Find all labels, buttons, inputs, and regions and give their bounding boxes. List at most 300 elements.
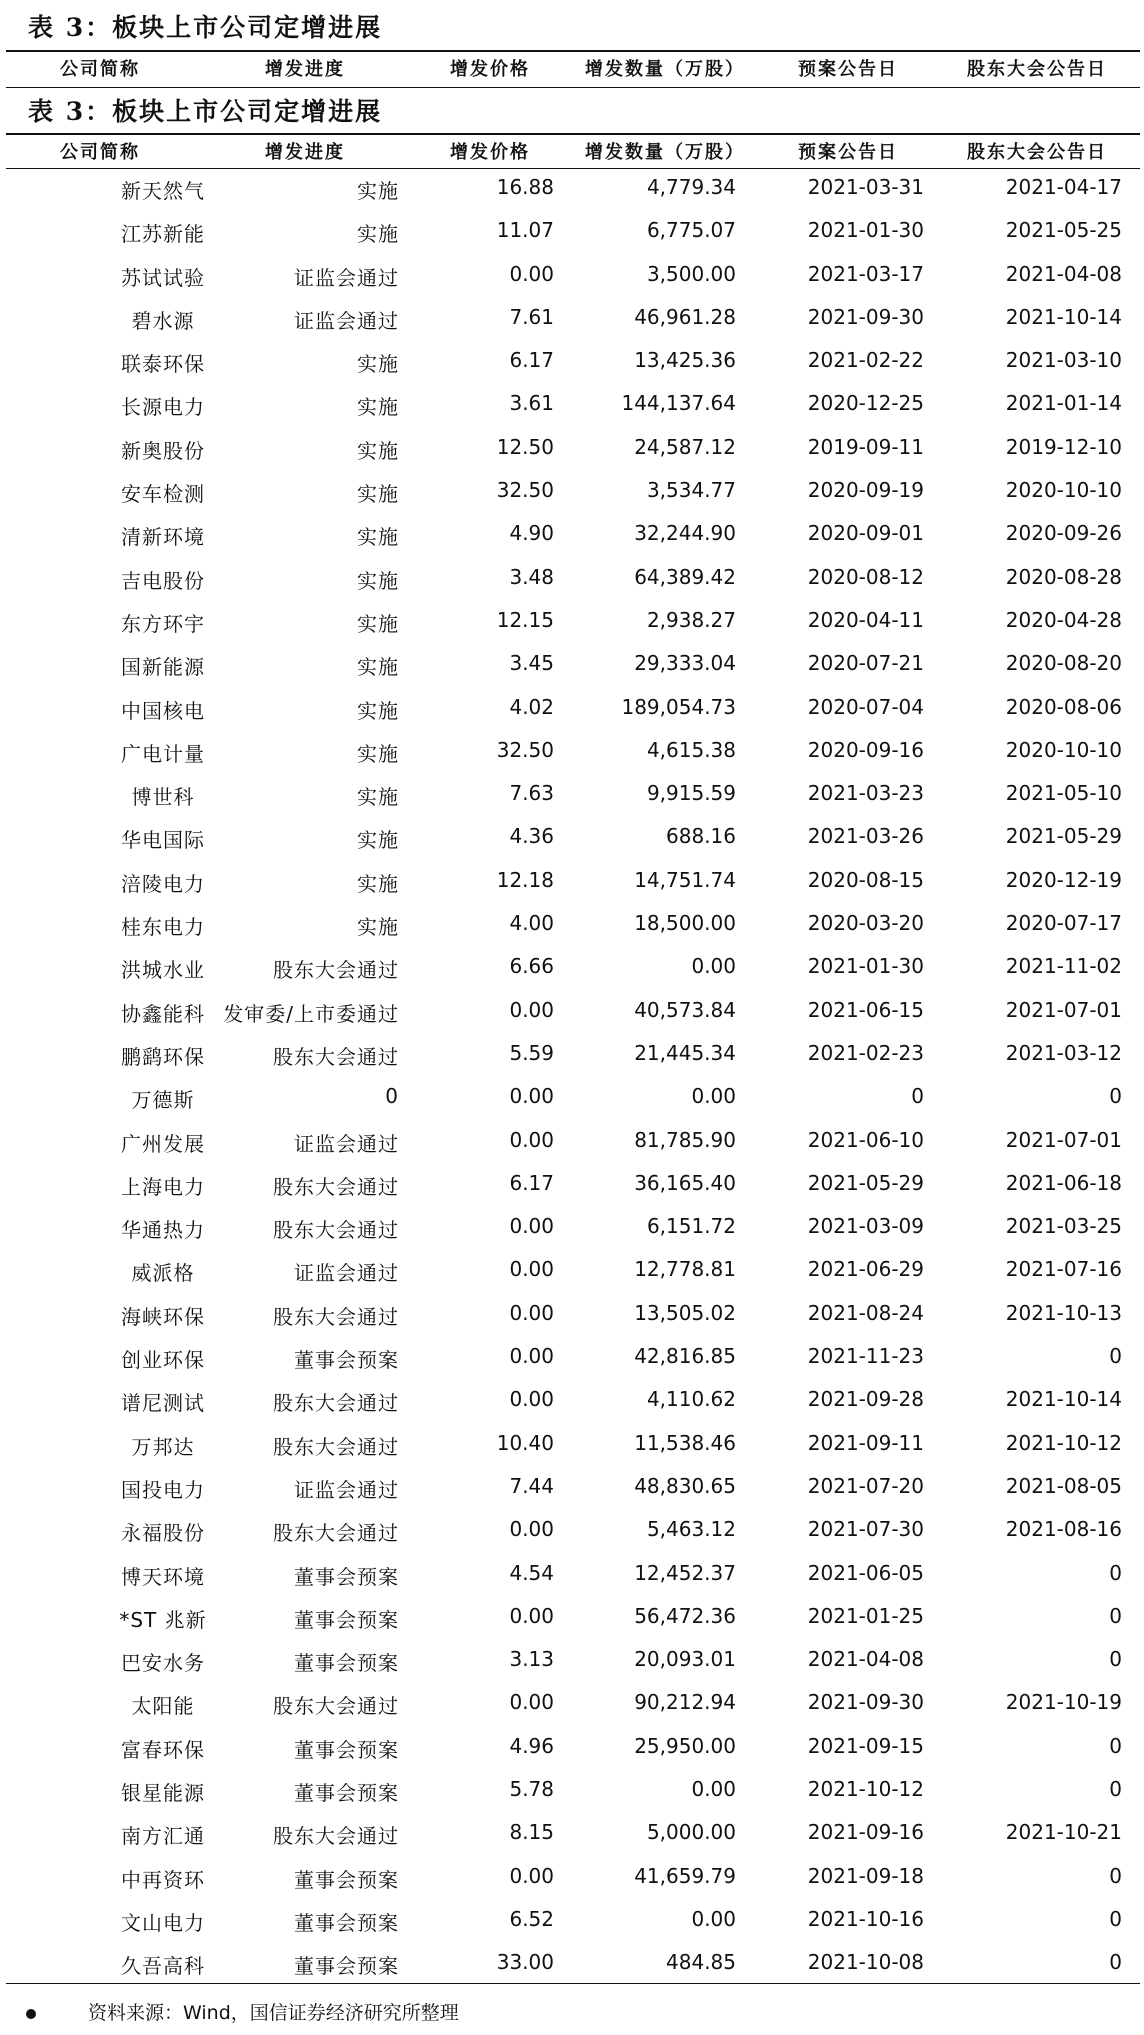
col-price-header: 增发价格: [450, 142, 530, 163]
cell-plan-date: 2021-09-11: [807, 1430, 924, 1455]
cell-price: 4.36: [509, 824, 554, 849]
cell-quantity: 25,950.00: [634, 1733, 736, 1758]
cell-price: 7.44: [509, 1473, 554, 1498]
cell-company: 博世科: [131, 785, 195, 810]
cell-plan-date: 2021-10-08: [807, 1950, 924, 1975]
cell-price: 10.40: [496, 1430, 554, 1455]
cell-plan-date: 2021-06-10: [807, 1127, 924, 1152]
cell-price: 3.48: [509, 564, 554, 589]
cell-progress: 实施: [357, 352, 399, 377]
cell-plan-date: 2020-08-15: [807, 867, 924, 892]
table-row: [0, 1073, 1144, 1116]
table-row: [0, 1506, 1144, 1549]
cell-plan-date: 2020-09-16: [807, 737, 924, 762]
cell-plan-date: 2020-07-04: [807, 694, 924, 719]
cell-progress: 发审委/上市委通过: [223, 1001, 399, 1026]
cell-progress: 股东大会通过: [273, 1694, 399, 1719]
cell-quantity: 14,751.74: [634, 867, 736, 892]
cell-quantity: 2,938.27: [646, 607, 736, 632]
cell-progress: 实施: [357, 525, 399, 550]
table-row: [0, 380, 1144, 423]
cell-company: 创业环保: [121, 1348, 205, 1373]
cell-quantity: 4,110.62: [646, 1387, 736, 1412]
cell-quantity: 3,500.00: [646, 261, 736, 286]
col-plan-date-header: 预案公告日: [798, 142, 898, 163]
cell-meeting-date: 2020-09-26: [1005, 521, 1122, 546]
cell-meeting-date: 2021-10-12: [1005, 1430, 1122, 1455]
cell-price: 12.18: [496, 867, 554, 892]
cell-progress: 股东大会通过: [273, 1391, 399, 1416]
cell-meeting-date: 2021-10-19: [1005, 1690, 1122, 1715]
cell-meeting-date: 0: [1109, 1603, 1122, 1628]
cell-progress: 股东大会通过: [273, 1174, 399, 1199]
cell-progress: 董事会预案: [294, 1651, 399, 1676]
col-qty-header: 增发数量（万股）: [585, 142, 745, 163]
cell-company: 广州发展: [121, 1131, 205, 1156]
cell-quantity: 12,778.81: [634, 1257, 736, 1282]
cell-quantity: 40,573.84: [634, 997, 736, 1022]
cell-quantity: 0.00: [691, 1906, 736, 1931]
cell-price: 0.00: [509, 1300, 554, 1325]
cell-quantity: 5,000.00: [646, 1820, 736, 1845]
cell-meeting-date: 2021-10-21: [1005, 1820, 1122, 1845]
cell-plan-date: 2020-12-25: [807, 391, 924, 416]
cell-progress: 实施: [357, 785, 399, 810]
cell-plan-date: 2021-10-12: [807, 1776, 924, 1801]
header-top-rule: [6, 133, 1140, 135]
cell-quantity: 13,505.02: [634, 1300, 736, 1325]
cell-plan-date: 2019-09-11: [807, 434, 924, 459]
source-text: 资料来源：Wind，国信证券经济研究所整理: [88, 2002, 459, 2024]
cell-plan-date: 2021-11-23: [807, 1344, 924, 1369]
cell-plan-date: 0: [911, 1084, 924, 1109]
cell-plan-date: 2021-03-26: [807, 824, 924, 849]
cell-meeting-date: 0: [1109, 1560, 1122, 1585]
cell-plan-date: 2021-03-31: [807, 175, 924, 199]
cell-quantity: 0.00: [691, 1084, 736, 1109]
cell-plan-date: 2021-01-30: [807, 954, 924, 979]
cell-plan-date: 2021-03-23: [807, 781, 924, 806]
cell-quantity: 4,779.34: [646, 175, 736, 199]
cell-price: 7.63: [509, 781, 554, 806]
cell-progress: 股东大会通过: [273, 1434, 399, 1459]
table-row: [0, 1550, 1144, 1593]
cell-meeting-date: 2020-04-28: [1005, 607, 1122, 632]
cell-price: 3.13: [509, 1647, 554, 1672]
table-row: [0, 1679, 1144, 1722]
cell-price: 12.50: [496, 434, 554, 459]
cell-plan-date: 2021-02-23: [807, 1040, 924, 1065]
cell-meeting-date: 2021-04-17: [1005, 175, 1122, 199]
cell-price: 3.45: [509, 651, 554, 676]
cell-progress: 证监会通过: [294, 265, 399, 290]
cell-price: 0.00: [509, 1517, 554, 1542]
cell-quantity: 32,244.90: [634, 521, 736, 546]
cell-progress: 实施: [357, 395, 399, 420]
cell-quantity: 144,137.64: [621, 391, 736, 416]
cell-plan-date: 2020-09-19: [807, 478, 924, 503]
cell-quantity: 11,538.46: [634, 1430, 736, 1455]
table-row: [0, 1896, 1144, 1939]
cell-meeting-date: 2019-12-10: [1005, 434, 1122, 459]
table-row: [0, 770, 1144, 813]
cell-meeting-date: 0: [1109, 1776, 1122, 1801]
cell-quantity: 6,775.07: [646, 218, 736, 243]
cell-progress: 董事会预案: [294, 1348, 399, 1373]
cell-plan-date: 2021-01-25: [807, 1603, 924, 1628]
cell-company: 清新环境: [121, 525, 205, 550]
cell-company: 海峡环保: [121, 1304, 205, 1329]
cell-company: 中再资环: [121, 1867, 205, 1892]
cell-plan-date: 2021-10-16: [807, 1906, 924, 1931]
cell-quantity: 42,816.85: [634, 1344, 736, 1369]
cell-price: 4.96: [509, 1733, 554, 1758]
cell-plan-date: 2021-09-15: [807, 1733, 924, 1758]
cell-progress: 董事会预案: [294, 1780, 399, 1805]
cell-company: 银星能源: [121, 1780, 205, 1805]
cell-plan-date: 2020-04-11: [807, 607, 924, 632]
cell-meeting-date: 0: [1109, 1647, 1122, 1672]
cell-progress: 董事会预案: [294, 1867, 399, 1892]
table-header-repeat: [0, 54, 1144, 86]
cell-quantity: 6,151.72: [646, 1214, 736, 1239]
cell-price: 11.07: [496, 218, 554, 243]
cell-quantity: 9,915.59: [646, 781, 736, 806]
cell-price: 5.59: [509, 1040, 554, 1065]
cell-price: 0.00: [509, 1127, 554, 1152]
cell-price: 0.00: [509, 1344, 554, 1369]
table-row: [0, 1117, 1144, 1160]
table-row: [0, 1203, 1144, 1246]
cell-quantity: 4,615.38: [646, 737, 736, 762]
cell-progress: 股东大会通过: [273, 958, 399, 983]
cell-meeting-date: 2020-10-10: [1005, 737, 1122, 762]
cell-meeting-date: 0: [1109, 1906, 1122, 1931]
cell-price: 32.50: [496, 478, 554, 503]
cell-plan-date: 2021-09-18: [807, 1863, 924, 1888]
table-row: [0, 857, 1144, 900]
table-row: [0, 684, 1144, 727]
cell-quantity: 56,472.36: [634, 1603, 736, 1628]
cell-company: 广电计量: [121, 741, 205, 766]
cell-plan-date: 2021-07-20: [807, 1473, 924, 1498]
cell-price: 0.00: [509, 1603, 554, 1628]
col-price-header: 增发价格: [450, 59, 530, 80]
cell-company: 鹏鹞环保: [121, 1044, 205, 1069]
cell-company: 国投电力: [121, 1477, 205, 1502]
cell-company: 新奥股份: [121, 438, 205, 463]
table-row: [0, 640, 1144, 683]
table-row: [0, 813, 1144, 856]
cell-meeting-date: 2021-08-16: [1005, 1517, 1122, 1542]
cell-quantity: 41,659.79: [634, 1863, 736, 1888]
cell-quantity: 5,463.12: [646, 1517, 736, 1542]
cell-quantity: 18,500.00: [634, 911, 736, 936]
cell-company: 长源电力: [121, 395, 205, 420]
cell-meeting-date: 0: [1109, 1084, 1122, 1109]
cell-company: 万德斯: [131, 1088, 195, 1113]
cell-company: 安车检测: [121, 482, 205, 507]
cell-meeting-date: 2020-07-17: [1005, 911, 1122, 936]
cell-company: 华通热力: [121, 1218, 205, 1243]
cell-price: 6.17: [509, 348, 554, 373]
cell-quantity: 484.85: [666, 1950, 736, 1975]
cell-meeting-date: 0: [1109, 1950, 1122, 1975]
col-meeting-date-header: 股东大会公告日: [967, 142, 1107, 163]
cell-price: 0.00: [509, 997, 554, 1022]
cell-quantity: 29,333.04: [634, 651, 736, 676]
cell-price: 6.52: [509, 1906, 554, 1931]
cell-progress: 实施: [357, 482, 399, 507]
cell-company: 太阳能: [131, 1694, 195, 1719]
cell-quantity: 12,452.37: [634, 1560, 736, 1585]
table-row: [0, 727, 1144, 770]
cell-plan-date: 2021-09-30: [807, 1690, 924, 1715]
table-row: [0, 1939, 1144, 1982]
cell-price: 6.66: [509, 954, 554, 979]
table-row: [0, 1463, 1144, 1506]
col-name-header: 公司简称: [60, 142, 140, 163]
cell-company: 新天然气: [121, 179, 205, 203]
cell-plan-date: 2021-03-17: [807, 261, 924, 286]
cell-price: 0.00: [509, 1863, 554, 1888]
cell-meeting-date: 2020-08-28: [1005, 564, 1122, 589]
cell-plan-date: 2021-07-30: [807, 1517, 924, 1542]
cell-meeting-date: 0: [1109, 1863, 1122, 1888]
cell-progress: 实施: [357, 828, 399, 853]
col-plan-date-header: 预案公告日: [798, 59, 898, 80]
cell-meeting-date: 2020-10-10: [1005, 478, 1122, 503]
cell-price: 0.00: [509, 1690, 554, 1715]
cell-progress: 实施: [357, 655, 399, 680]
cell-quantity: 46,961.28: [634, 304, 736, 329]
cell-company: 文山电力: [121, 1910, 205, 1935]
cell-progress: 实施: [357, 915, 399, 940]
table-row: [0, 337, 1144, 380]
cell-progress: 实施: [357, 698, 399, 723]
cell-meeting-date: 2021-04-08: [1005, 261, 1122, 286]
cell-plan-date: 2021-09-30: [807, 304, 924, 329]
cell-price: 0.00: [509, 1257, 554, 1282]
table-row: [0, 1809, 1144, 1852]
cell-progress: 实施: [357, 438, 399, 463]
table-row: [0, 1333, 1144, 1376]
cell-progress: 董事会预案: [294, 1954, 399, 1979]
cell-progress: 证监会通过: [294, 1261, 399, 1286]
cell-plan-date: 2020-07-21: [807, 651, 924, 676]
cell-price: 7.61: [509, 304, 554, 329]
bullet-icon: [26, 2009, 36, 2019]
cell-progress: 0: [385, 1084, 399, 1109]
cell-plan-date: 2020-08-12: [807, 564, 924, 589]
cell-meeting-date: 2021-10-14: [1005, 1387, 1122, 1412]
cell-quantity: 0.00: [691, 1776, 736, 1801]
cell-quantity: 20,093.01: [634, 1647, 736, 1672]
table-title: 表 3：板块上市公司定增进展: [28, 97, 383, 126]
table-row: [0, 467, 1144, 510]
cell-progress: 实施: [357, 568, 399, 593]
table-row: [0, 164, 1144, 207]
cell-price: 0.00: [509, 1214, 554, 1239]
table-row: [0, 943, 1144, 986]
table-body: [0, 164, 1144, 1982]
table-row: [0, 1290, 1144, 1333]
table-row: [0, 1853, 1144, 1896]
header-top-rule-repeat: [6, 50, 1140, 52]
cell-progress: 董事会预案: [294, 1737, 399, 1762]
cell-progress: 实施: [357, 871, 399, 896]
cell-price: 0.00: [509, 261, 554, 286]
table-bottom-rule: [6, 1983, 1140, 1984]
cell-plan-date: 2021-08-24: [807, 1300, 924, 1325]
cell-company: 吉电股份: [121, 568, 205, 593]
cell-meeting-date: 2021-03-25: [1005, 1214, 1122, 1239]
cell-price: 16.88: [496, 175, 554, 199]
cell-quantity: 688.16: [666, 824, 736, 849]
cell-price: 4.00: [509, 911, 554, 936]
table-row: [0, 424, 1144, 467]
table-row: [0, 251, 1144, 294]
cell-company: 中国核电: [121, 698, 205, 723]
cell-progress: 股东大会通过: [273, 1824, 399, 1849]
cell-price: 3.61: [509, 391, 554, 416]
table-row: [0, 597, 1144, 640]
col-meeting-date-header: 股东大会公告日: [967, 59, 1107, 80]
cell-plan-date: 2021-09-28: [807, 1387, 924, 1412]
cell-quantity: 21,445.34: [634, 1040, 736, 1065]
cell-meeting-date: 2021-03-12: [1005, 1040, 1122, 1065]
cell-meeting-date: 2021-07-16: [1005, 1257, 1122, 1282]
cell-company: 威派格: [131, 1261, 195, 1286]
table-row: [0, 207, 1144, 250]
cell-meeting-date: 2021-07-01: [1005, 1127, 1122, 1152]
cell-company: 上海电力: [121, 1174, 205, 1199]
cell-price: 8.15: [509, 1820, 554, 1845]
cell-progress: 董事会预案: [294, 1910, 399, 1935]
cell-quantity: 81,785.90: [634, 1127, 736, 1152]
table-row: [0, 294, 1144, 337]
cell-meeting-date: 0: [1109, 1733, 1122, 1758]
cell-progress: 证监会通过: [294, 1131, 399, 1156]
cell-quantity: 3,534.77: [646, 478, 736, 503]
cell-meeting-date: 2021-10-13: [1005, 1300, 1122, 1325]
cell-plan-date: 2020-09-01: [807, 521, 924, 546]
cell-progress: 股东大会通过: [273, 1218, 399, 1243]
cell-progress: 证监会通过: [294, 1477, 399, 1502]
cell-company: 协鑫能科: [121, 1001, 205, 1026]
cell-company: 东方环宇: [121, 611, 205, 636]
table-row: [0, 987, 1144, 1030]
source-note: [26, 1998, 459, 2025]
cell-progress: 实施: [357, 179, 399, 203]
table-row: [0, 1593, 1144, 1636]
table-row: [0, 1636, 1144, 1679]
cell-price: 4.02: [509, 694, 554, 719]
cell-progress: 股东大会通过: [273, 1044, 399, 1069]
cell-quantity: 48,830.65: [634, 1473, 736, 1498]
cell-company: 苏试试验: [121, 265, 205, 290]
cell-price: 6.17: [509, 1170, 554, 1195]
cell-price: 5.78: [509, 1776, 554, 1801]
table-row: [0, 554, 1144, 597]
cell-company: 联泰环保: [121, 352, 205, 377]
cell-price: 32.50: [496, 737, 554, 762]
cell-company: 国新能源: [121, 655, 205, 680]
cell-company: 万邦达: [131, 1434, 195, 1459]
cell-progress: 董事会预案: [294, 1607, 399, 1632]
cell-plan-date: 2020-03-20: [807, 911, 924, 936]
col-name-header: 公司简称: [60, 59, 140, 80]
cell-progress: 股东大会通过: [273, 1521, 399, 1546]
cell-meeting-date: 2021-06-18: [1005, 1170, 1122, 1195]
cell-quantity: 0.00: [691, 954, 736, 979]
cell-plan-date: 2021-02-22: [807, 348, 924, 373]
cell-price: 12.15: [496, 607, 554, 632]
cell-quantity: 189,054.73: [621, 694, 736, 719]
cell-meeting-date: 2021-11-02: [1005, 954, 1122, 979]
cell-company: 桂东电力: [121, 915, 205, 940]
cell-company: 南方汇通: [121, 1824, 205, 1849]
cell-progress: 董事会预案: [294, 1564, 399, 1589]
cell-plan-date: 2021-06-15: [807, 997, 924, 1022]
cell-plan-date: 2021-06-29: [807, 1257, 924, 1282]
cell-company: 江苏新能: [121, 222, 205, 247]
cell-price: 4.90: [509, 521, 554, 546]
col-progress-header: 增发进度: [265, 142, 345, 163]
col-qty-header: 增发数量（万股）: [585, 59, 745, 80]
cell-meeting-date: 2021-05-25: [1005, 218, 1122, 243]
cell-meeting-date: 2021-01-14: [1005, 391, 1122, 416]
cell-price: 0.00: [509, 1387, 554, 1412]
cell-quantity: 13,425.36: [634, 348, 736, 373]
cell-price: 33.00: [496, 1950, 554, 1975]
table-row: [0, 900, 1144, 943]
cell-progress: 实施: [357, 222, 399, 247]
cell-meeting-date: 2020-08-06: [1005, 694, 1122, 719]
cell-plan-date: 2021-01-30: [807, 218, 924, 243]
cell-company: 碧水源: [131, 308, 195, 333]
cell-company: 巴安水务: [121, 1651, 205, 1676]
col-progress-header: 增发进度: [265, 59, 345, 80]
cell-meeting-date: 2020-12-19: [1005, 867, 1122, 892]
cell-quantity: 90,212.94: [634, 1690, 736, 1715]
cell-progress: 股东大会通过: [273, 1304, 399, 1329]
cell-company: 富春环保: [121, 1737, 205, 1762]
cell-progress: 证监会通过: [294, 308, 399, 333]
table-row: [0, 1376, 1144, 1419]
cell-plan-date: 2021-03-09: [807, 1214, 924, 1239]
cell-price: 4.54: [509, 1560, 554, 1585]
table-row: [0, 1766, 1144, 1809]
table-title-repeat: 表 3：板块上市公司定增进展: [28, 13, 383, 42]
cell-plan-date: 2021-06-05: [807, 1560, 924, 1585]
cell-quantity: 24,587.12: [634, 434, 736, 459]
cell-company: 洪城水业: [121, 958, 205, 983]
cell-meeting-date: 2021-10-14: [1005, 304, 1122, 329]
table-row: [0, 1160, 1144, 1203]
cell-progress: 实施: [357, 611, 399, 636]
cell-company: *ST 兆新: [119, 1607, 207, 1632]
cell-company: 华电国际: [121, 828, 205, 853]
cell-quantity: 36,165.40: [634, 1170, 736, 1195]
cell-plan-date: 2021-05-29: [807, 1170, 924, 1195]
cell-company: 永福股份: [121, 1521, 205, 1546]
table-row: [0, 1420, 1144, 1463]
cell-meeting-date: 2021-07-01: [1005, 997, 1122, 1022]
table-row: [0, 1030, 1144, 1073]
cell-company: 博天环境: [121, 1564, 205, 1589]
cell-price: 0.00: [509, 1084, 554, 1109]
